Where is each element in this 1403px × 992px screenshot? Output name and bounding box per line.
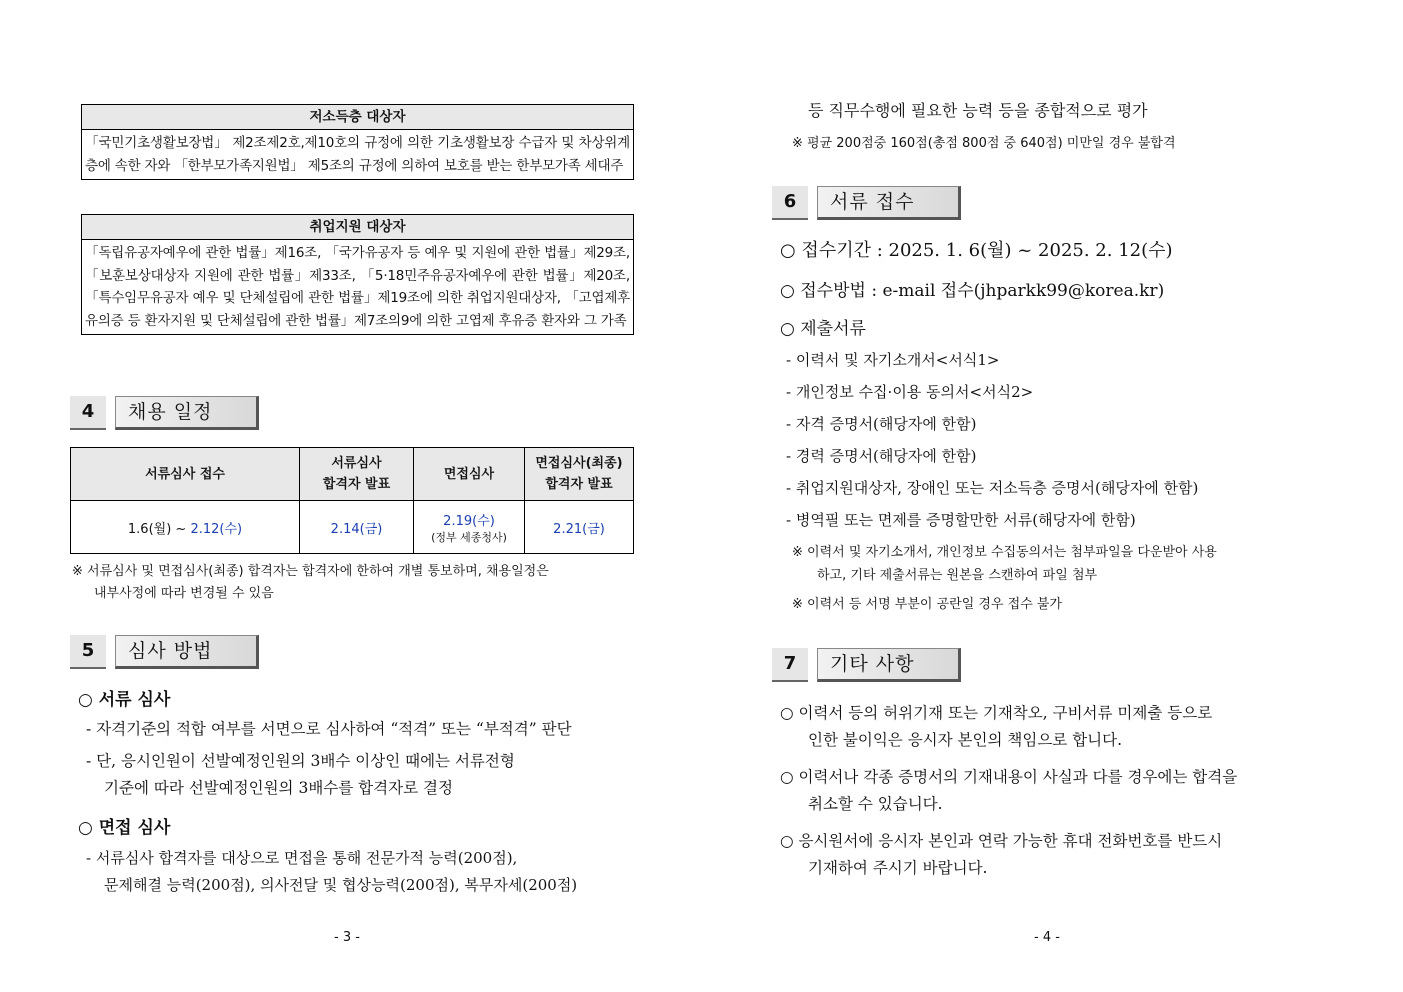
evaluation-note: ※ 평균 200점중 160점(총점 800점 중 640점) 미만일 경우 불합격 bbox=[792, 136, 1176, 151]
other-item-3-line1: ○ 응시원서에 응시자 본인과 연락 가능한 휴대 전화번호를 반드시 bbox=[780, 832, 1223, 850]
interview-heading: ○ 면접 심사 bbox=[78, 818, 171, 838]
schedule-note-line1: ※ 서류심사 및 면접심사(최종) 합격자는 합격자에 한하여 개별 통보하며, 채용일정은 bbox=[72, 564, 549, 579]
required-doc-item: - 개인정보 수집·이용 동의서<서식2> bbox=[786, 383, 1034, 401]
page-number: - 4 - bbox=[1034, 930, 1060, 945]
employment-support-box bbox=[81, 214, 634, 335]
section-number: 5 bbox=[70, 635, 106, 669]
required-doc-item: - 자격 증명서(해당자에 한함) bbox=[786, 415, 977, 433]
other-item-1-line1: ○ 이력서 등의 허위기재 또는 기재착오, 구비서류 미제출 등으로 bbox=[780, 704, 1213, 722]
table-header-cell: 면접심사(최종) 합격자 발표 bbox=[525, 448, 634, 501]
table-header-cell: 서류심사 접수 bbox=[71, 448, 300, 501]
schedule-table bbox=[70, 447, 634, 554]
section-title: 심사 방법 bbox=[115, 635, 259, 669]
submission-note-line2: 하고, 기타 제출서류는 원본을 스캔하여 파일 첨부 bbox=[817, 568, 1098, 583]
required-doc-item: - 이력서 및 자기소개서<서식1> bbox=[786, 351, 1000, 369]
submission-note-line3: ※ 이력서 등 서명 부분이 공란일 경우 접수 불가 bbox=[792, 597, 1062, 612]
required-doc-item: - 병역필 또는 면제를 증명할만한 서류(해당자에 한함) bbox=[786, 511, 1136, 529]
employment-support-body: 「독립유공자예우에 관한 법률」제16조, 「국가유공자 등 예우 및 지원에 관한 법률」제29조, 「보훈보상대상자 지원에 관한 법률」제33조, 「5·18민주유공자예우에 관한 법률」제20조, 「특수임무유공자 예우 및 단체설립에 관한 법률」제19조에 의한 취업지원대상자, 「고엽제후유의증 등 환자지원 및 단체설립에 관한 법률」제7조의9에 의한 고엽제 후유증 환자와 그 가족 bbox=[85, 245, 630, 329]
application-period: ○ 접수기간 : 2025. 1. 6(월) ~ 2025. 2. 12(수) bbox=[780, 240, 1173, 261]
document-review-line1: - 자격기준의 적합 여부를 서면으로 심사하여 “적격” 또는 “부적격” 판단 bbox=[86, 720, 572, 738]
section-number: 7 bbox=[772, 648, 808, 682]
required-doc-item: - 취업지원대상자, 장애인 또는 저소득층 증명서(해당자에 한함) bbox=[786, 479, 1199, 497]
evaluation-continued: 등 직무수행에 필요한 능력 등을 종합적으로 평가 bbox=[808, 101, 1148, 120]
interview-line2: 문제해결 능력(200점), 의사전달 및 협상능력(200점), 복무자세(200점) bbox=[104, 876, 578, 894]
low-income-box bbox=[81, 104, 634, 180]
table-cell: 1.6(월) ~ 2.12(수) bbox=[71, 501, 300, 554]
application-method: ○ 접수방법 : e-mail 접수(jhparkk99@korea.kr) bbox=[780, 281, 1165, 301]
other-item-3-line2: 기재하여 주시기 바랍니다. bbox=[808, 859, 988, 877]
section-number: 4 bbox=[70, 396, 106, 430]
section-number: 6 bbox=[772, 186, 808, 220]
document-review-line2: - 단, 응시인원이 선발예정인원의 3배수 이상인 때에는 서류전형 bbox=[86, 752, 515, 770]
other-item-1-line2: 인한 불이익은 응시자 본인의 책임으로 합니다. bbox=[808, 731, 1123, 749]
low-income-title: 저소득층 대상자 bbox=[82, 105, 633, 130]
section-title: 채용 일정 bbox=[115, 396, 259, 430]
table-cell: 2.14(금) bbox=[300, 501, 414, 554]
page-4 bbox=[772, 0, 1342, 992]
other-item-2-line1: ○ 이력서나 각종 증명서의 기재내용이 사실과 다를 경우에는 합격을 bbox=[780, 768, 1238, 786]
table-header-cell: 면접심사 bbox=[414, 448, 525, 501]
table-cell: 2.19(수) (정부 세종청사) bbox=[414, 501, 525, 554]
low-income-body: 「국민기초생활보장법」 제2조제2호,제10호의 규정에 의한 기초생활보장 수급자 및 차상위계층에 속한 자와 「한부모가족지원법」 제5조의 규정에 의하여 보호를 받는 한부모가족 세대주 bbox=[85, 135, 630, 174]
table-row bbox=[71, 501, 634, 554]
table-header-row bbox=[71, 448, 634, 501]
page-3 bbox=[70, 0, 635, 992]
table-cell: 2.21(금) bbox=[525, 501, 634, 554]
submission-note-line1: ※ 이력서 및 자기소개서, 개인정보 수집동의서는 첨부파일을 다운받아 사용 bbox=[792, 545, 1217, 560]
required-docs-heading: ○ 제출서류 bbox=[780, 319, 866, 339]
section-title: 기타 사항 bbox=[817, 648, 961, 682]
section-title: 서류 접수 bbox=[817, 186, 961, 220]
table-header-cell: 서류심사 합격자 발표 bbox=[300, 448, 414, 501]
schedule-note-line2: 내부사정에 따라 변경될 수 있음 bbox=[94, 586, 274, 601]
other-item-2-line2: 취소할 수 있습니다. bbox=[808, 795, 943, 813]
document-review-heading: ○ 서류 심사 bbox=[78, 690, 171, 710]
employment-support-title: 취업지원 대상자 bbox=[82, 215, 633, 240]
page-number: - 3 - bbox=[334, 930, 360, 945]
document-review-line3: 기준에 따라 선발예정인원의 3배수를 합격자로 결정 bbox=[104, 779, 453, 797]
interview-line1: - 서류심사 합격자를 대상으로 면접을 통해 전문가적 능력(200점), bbox=[86, 849, 518, 867]
required-doc-item: - 경력 증명서(해당자에 한함) bbox=[786, 447, 977, 465]
